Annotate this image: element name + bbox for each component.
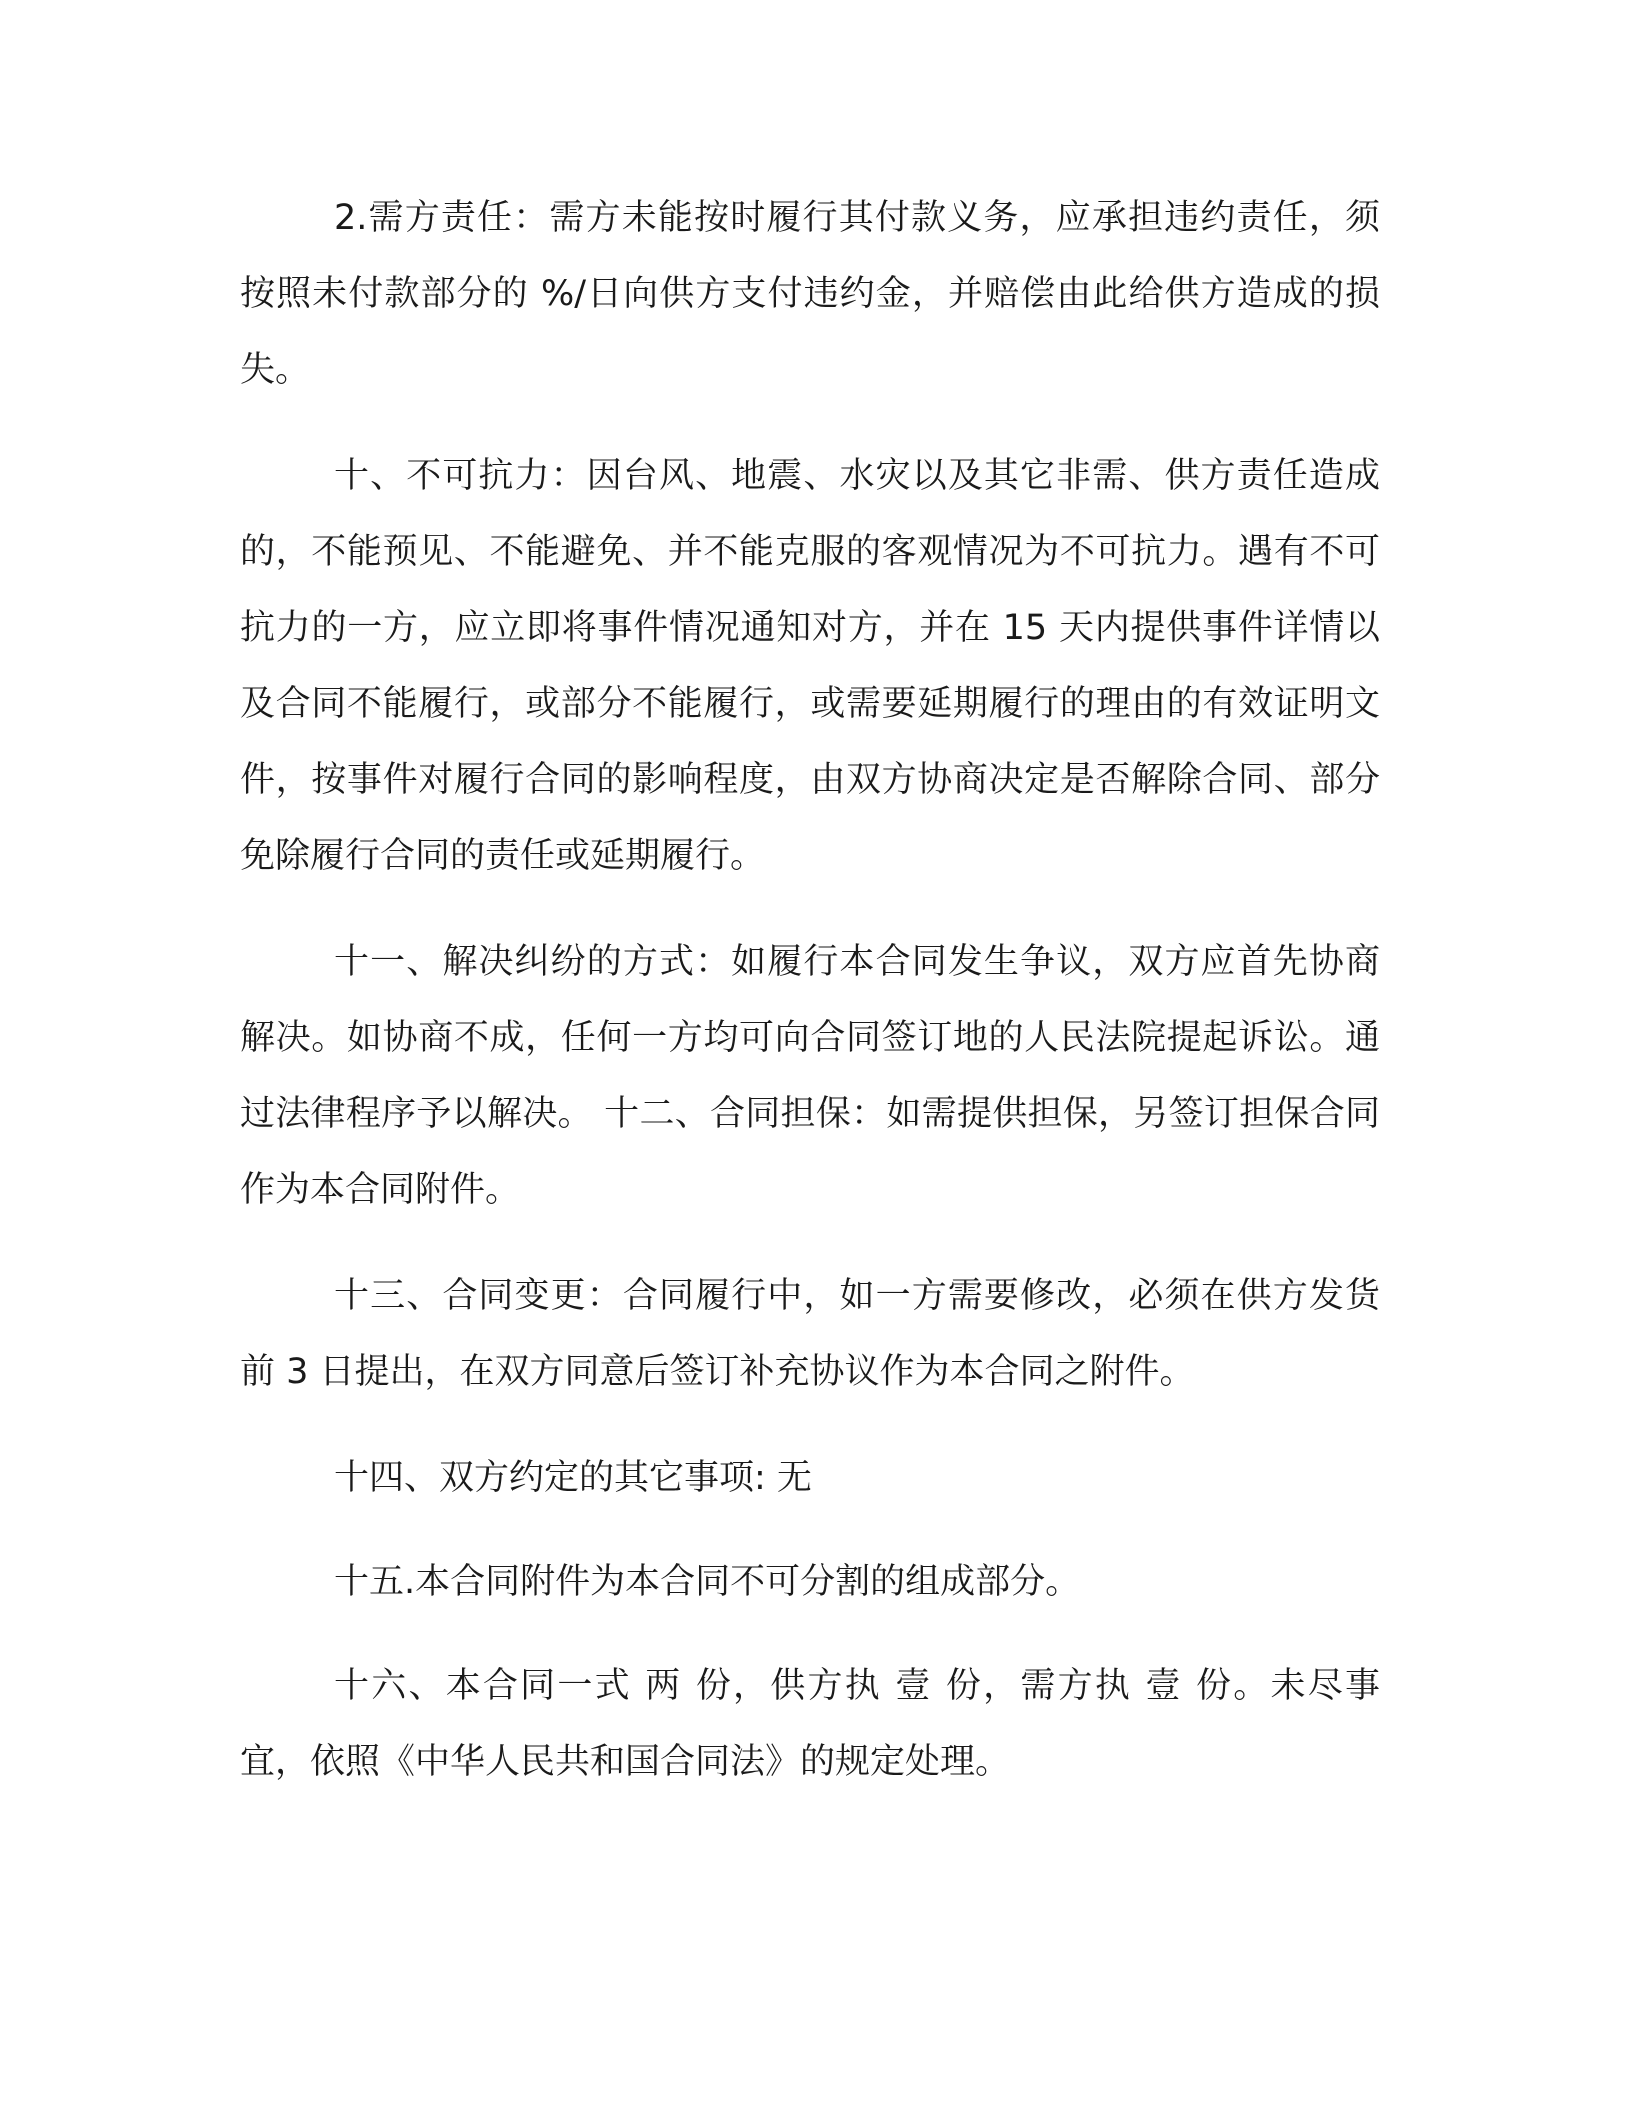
paragraph-copies: 十六、本合同一式 两 份，供方执 壹 份，需方执 壹 份。未尽事宜，依照《中华人民共和国合同法》的规定处理。 xyxy=(240,1666,1380,1782)
paragraph-contract-change: 十三、合同变更：合同履行中，如一方需要修改，必须在供方发货前 3 日提出，在双方同意后签订补充协议作为本合同之附件。 xyxy=(240,1276,1380,1392)
paragraph-other-matters: 十四、双方约定的其它事项: 无 xyxy=(334,1458,812,1498)
paragraph-buyer-liability: 2.需方责任：需方未能按时履行其付款义务，应承担违约责任，须按照未付款部分的 %/日向供方支付违约金，并赔偿由此给供方造成的损失。 xyxy=(240,198,1380,390)
paragraph-dispute-resolution: 十一、解决纠纷的方式：如履行本合同发生争议，双方应首先协商解决。如协商不成，任何一方均可向合同签订地的人民法院提起诉讼。通过法律程序予以解决。 十二、合同担保：如需提供担保，另签订担保合同作为本合同附件。 xyxy=(240,942,1380,1210)
document-body xyxy=(240,180,1380,1830)
paragraph-force-majeure: 十、不可抗力：因台风、地震、水灾以及其它非需、供方责任造成的，不能预见、不能避免、并不能克服的客观情况为不可抗力。遇有不可抗力的一方，应立即将事件情况通知对方，并在 15 天内提供事件详情以及合同不能履行，或部分不能履行，或需要延期履行的理由的有效证明文件，按事件对履行合同的影响程度，由双方协商决定是否解除合同、部分免除履行合同的责任或延期履行。 xyxy=(240,456,1380,876)
paragraph-attachments: 十五.本合同附件为本合同不可分割的组成部分。 xyxy=(334,1562,1081,1602)
